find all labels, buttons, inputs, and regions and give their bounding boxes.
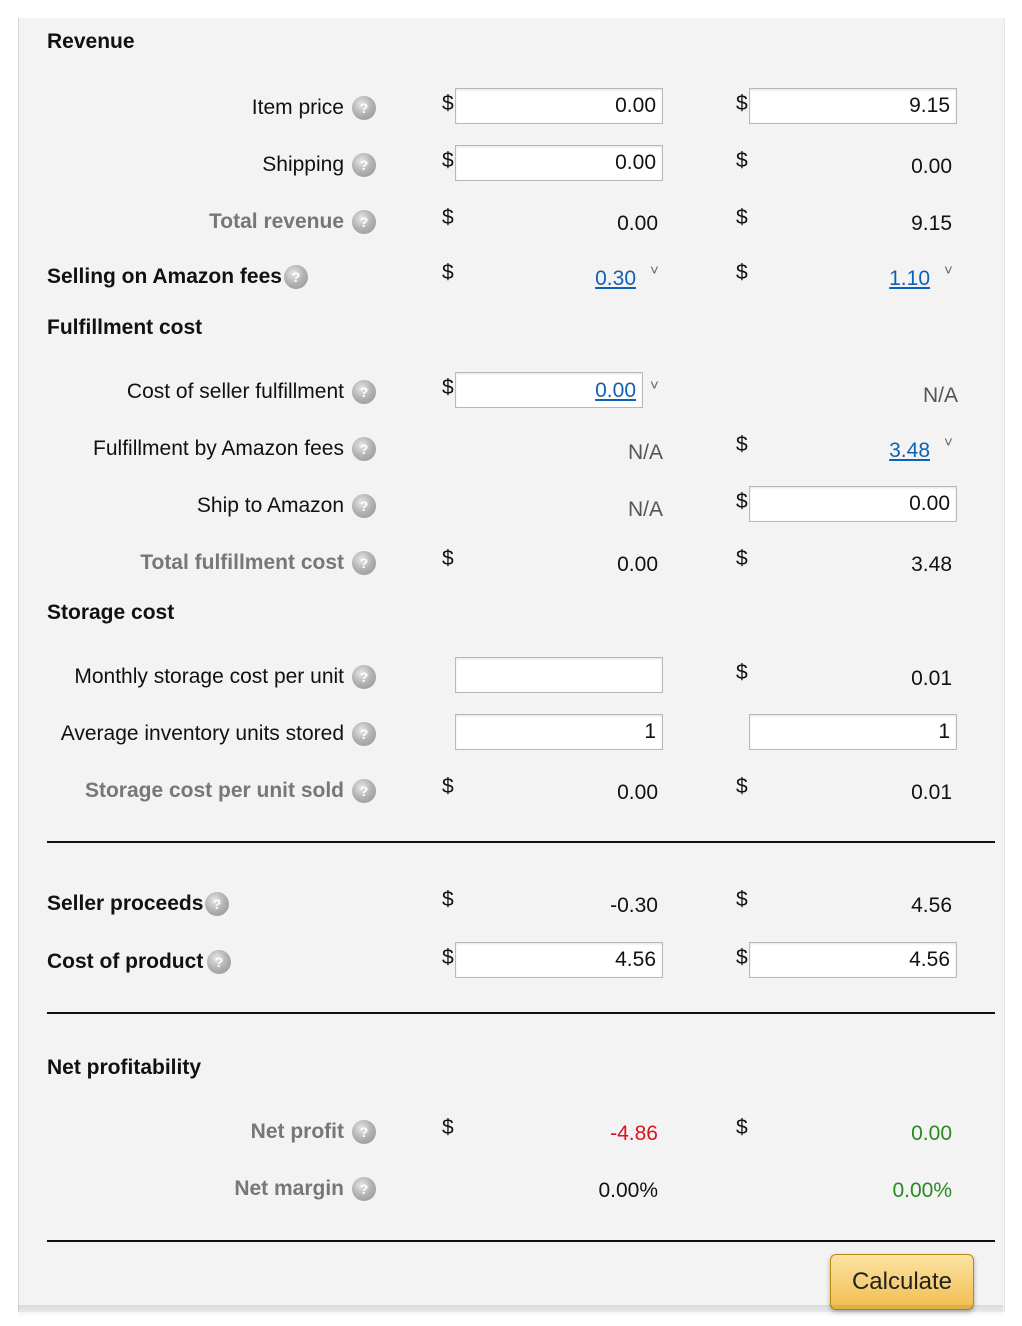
avg-inventory-field-col1[interactable]: [456, 715, 662, 749]
chevron-down-icon[interactable]: ˅: [944, 434, 953, 451]
row-fba-fees: [0, 429, 1022, 469]
storage-per-unit-value-col2: 0.01: [911, 781, 952, 804]
avg-inventory-label: Average inventory units stored: [60, 722, 344, 745]
panel-bottom-shadow: [18, 1305, 1003, 1317]
shipping-field-col1[interactable]: [456, 146, 662, 180]
currency-symbol: $: [736, 261, 748, 284]
help-icon[interactable]: ?: [205, 892, 229, 916]
cost-of-product-input-col1[interactable]: [455, 942, 663, 978]
cost-of-product-input-col2[interactable]: [749, 942, 957, 978]
seller-fulfillment-input-col1[interactable]: [455, 372, 643, 408]
currency-symbol: $: [442, 775, 454, 798]
net-margin-value-col1: 0.00%: [598, 1179, 658, 1202]
currency-symbol: $: [442, 1116, 454, 1139]
help-icon[interactable]: ?: [352, 722, 376, 746]
help-icon[interactable]: ?: [352, 96, 376, 120]
currency-symbol: $: [736, 1116, 748, 1139]
total-revenue-value-col2: 9.15: [911, 212, 952, 235]
fba-fees-label: Fulfillment by Amazon fees: [93, 437, 344, 460]
total-revenue-label: Total revenue: [209, 210, 344, 233]
currency-symbol: $: [736, 206, 748, 229]
help-icon[interactable]: ?: [352, 437, 376, 461]
monthly-storage-value-col2: 0.01: [911, 667, 952, 690]
avg-inventory-input-col1[interactable]: [455, 714, 663, 750]
currency-symbol: $: [442, 946, 454, 969]
row-seller-proceeds: [0, 884, 1022, 924]
fba-fees-link-col2[interactable]: 3.48: [889, 439, 930, 462]
avg-inventory-field-col2[interactable]: [750, 715, 956, 749]
currency-symbol: $: [736, 946, 748, 969]
seller-proceeds-value-col1: -0.30: [610, 894, 658, 917]
seller-fulfillment-label: Cost of seller fulfillment: [126, 380, 344, 403]
shipping-input-col1[interactable]: [455, 145, 663, 181]
chevron-down-icon[interactable]: ˅: [650, 377, 659, 394]
item-price-field-col1[interactable]: [456, 89, 662, 123]
currency-symbol: $: [442, 376, 454, 399]
row-monthly-storage: [0, 657, 1022, 697]
monthly-storage-label: Monthly storage cost per unit: [74, 665, 344, 688]
total-fulfillment-value-col2: 3.48: [911, 553, 952, 576]
divider: [47, 1012, 995, 1014]
row-seller-fulfillment: [0, 372, 1022, 412]
currency-symbol: $: [736, 149, 748, 172]
divider: [47, 1240, 995, 1242]
row-total-fulfillment: [0, 543, 1022, 583]
shipping-label: Shipping: [262, 153, 344, 176]
storage-per-unit-value-col1: 0.00: [617, 781, 658, 804]
monthly-storage-field-col1[interactable]: [456, 658, 662, 692]
total-fulfillment-label: Total fulfillment cost: [140, 551, 344, 574]
currency-symbol: $: [442, 547, 454, 570]
currency-symbol: $: [442, 261, 454, 284]
help-icon[interactable]: ?: [352, 1120, 376, 1144]
row-item-price: [0, 88, 1022, 128]
help-icon[interactable]: ?: [284, 265, 308, 289]
item-price-input-col1[interactable]: [455, 88, 663, 124]
currency-symbol: $: [736, 547, 748, 570]
selling-fees-label: Selling on Amazon fees: [47, 265, 282, 288]
row-net-margin: [0, 1169, 1022, 1209]
section-title-storage: Storage cost: [47, 601, 175, 624]
net-profit-value-col1: -4.86: [610, 1122, 658, 1145]
monthly-storage-input-col1[interactable]: [455, 657, 663, 693]
chevron-down-icon[interactable]: ˅: [944, 262, 953, 279]
help-icon[interactable]: ?: [352, 1177, 376, 1201]
selling-fees-link-col1[interactable]: 0.30: [595, 267, 636, 290]
currency-symbol: $: [442, 206, 454, 229]
cost-of-product-label: Cost of product: [47, 950, 204, 973]
item-price-field-col2[interactable]: [750, 89, 956, 123]
ship-to-amazon-field-col2[interactable]: [750, 487, 956, 521]
net-margin-value-col2: 0.00%: [892, 1179, 952, 1202]
shipping-value-col2: 0.00: [911, 155, 952, 178]
total-fulfillment-value-col1: 0.00: [617, 553, 658, 576]
section-title-fulfillment: Fulfillment cost: [47, 316, 203, 339]
help-icon[interactable]: ?: [352, 380, 376, 404]
seller-fulfillment-value-col2: N/A: [922, 384, 958, 407]
cost-of-product-field-col1[interactable]: [456, 943, 662, 977]
row-total-revenue: [0, 202, 1022, 242]
ship-to-amazon-label: Ship to Amazon: [196, 494, 344, 517]
help-icon[interactable]: ?: [207, 950, 231, 974]
divider: [47, 841, 995, 843]
help-icon[interactable]: ?: [352, 665, 376, 689]
row-storage-per-unit: [0, 771, 1022, 811]
currency-symbol: $: [442, 92, 454, 115]
row-net-profit: [0, 1112, 1022, 1152]
help-icon[interactable]: ?: [352, 153, 376, 177]
seller-proceeds-value-col2: 4.56: [911, 894, 952, 917]
ship-to-amazon-input-col2[interactable]: [749, 486, 957, 522]
fba-fees-value-col1: N/A: [627, 441, 663, 464]
row-avg-inventory: [0, 714, 1022, 754]
help-icon[interactable]: ?: [352, 210, 376, 234]
help-icon[interactable]: ?: [352, 551, 376, 575]
seller-proceeds-label: Seller proceeds: [47, 892, 204, 915]
help-icon[interactable]: ?: [352, 779, 376, 803]
net-margin-label: Net margin: [234, 1177, 344, 1200]
section-title-net: Net profitability: [47, 1056, 202, 1079]
currency-symbol: $: [736, 490, 748, 513]
selling-fees-link-col2[interactable]: 1.10: [889, 267, 930, 290]
net-profit-value-col2: 0.00: [911, 1122, 952, 1145]
item-price-label: Item price: [251, 96, 344, 119]
row-selling-fees: [0, 257, 1022, 297]
seller-fulfillment-link-col1[interactable]: 0.00: [595, 379, 636, 402]
row-cost-of-product: [0, 942, 1022, 982]
row-ship-to-amazon: [0, 486, 1022, 526]
currency-symbol: $: [442, 888, 454, 911]
currency-symbol: $: [736, 92, 748, 115]
calculate-button[interactable]: Calculate: [830, 1254, 974, 1310]
row-shipping: [0, 145, 1022, 185]
total-revenue-value-col1: 0.00: [617, 212, 658, 235]
ship-to-amazon-value-col1: N/A: [627, 498, 663, 521]
currency-symbol: $: [736, 661, 748, 684]
currency-symbol: $: [442, 149, 454, 172]
item-price-input-col2[interactable]: [749, 88, 957, 124]
chevron-down-icon[interactable]: ˅: [650, 262, 659, 279]
help-icon[interactable]: ?: [352, 494, 376, 518]
currency-symbol: $: [736, 888, 748, 911]
net-profit-label: Net profit: [250, 1120, 344, 1143]
section-title-revenue: Revenue: [47, 30, 135, 53]
cost-of-product-field-col2[interactable]: [750, 943, 956, 977]
avg-inventory-input-col2[interactable]: [749, 714, 957, 750]
currency-symbol: $: [736, 775, 748, 798]
currency-symbol: $: [736, 433, 748, 456]
storage-per-unit-label: Storage cost per unit sold: [84, 779, 344, 802]
